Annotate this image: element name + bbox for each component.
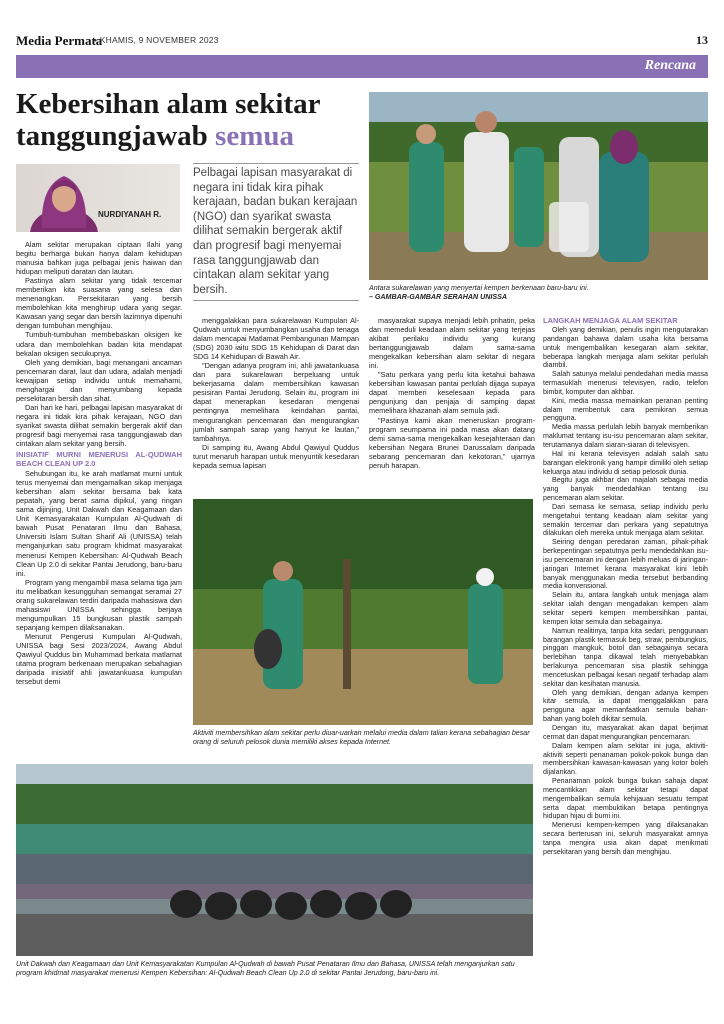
col4-para: Menerusi kempen-kempen yang dilaksanakan secara berterusan ini, seluruh masyarakat amnya tanpa mengira usia akan dapat menikmati persekitaran yang bersih dan menghijau.: [543, 821, 708, 856]
col1-para: Program yang mengambil masa selama tiga jam itu melibatkan kesungguhan semangat seramai 27 orang sukarelawan terdiri daripada mahasiswa dan mahasiswi UNISSA sehingga berjaya mengumpulkan 15 bungkusan plastik sampah sepanjang kempen dilaksanakan.: [16, 577, 182, 632]
headline-main: Kebersihan alam sekitar tanggungjawab: [16, 88, 320, 152]
col1-para: Alam sekitar merupakan ciptaan Ilahi yang begitu berharga bukan hanya dalam kehidupan manusia bahkan juga pelbagai jenis haiwan dan hidupan meliputi daratan dan lautan.: [16, 240, 182, 277]
col4-subhead: LANGKAH MENJAGA ALAM SEKITAR: [543, 316, 678, 325]
author-portrait-illustration: [16, 164, 180, 232]
col1-para: Oleh yang demikian, bagi menangani ancaman pencemaran darat, laut dan udara, adalah menjadi kewajipan setiap individu untuk memahami, menghargai dan menyumbang kepada persekitaran bersih dan sihat.: [16, 357, 182, 403]
page-number: 13: [696, 33, 708, 47]
col4-para: Media massa perlulah lebih banyak memberikan maklumat tentang isu-isu pencemaran alam sekitar, terutamanya dalam siaran-siaran di televisyen.: [543, 423, 708, 449]
headline-accent: semua: [215, 120, 294, 152]
article-column-3: [369, 316, 535, 470]
col2-para: Di samping itu, Awang Abdul Qawiyul Quddus turut menaruh harapan untuk menyuntik kesedaran kepada semua lapisan: [193, 442, 359, 470]
article-column-2: [193, 316, 359, 470]
caption-credit: – GAMBAR-GAMBAR SERAHAN UNISSA: [369, 293, 507, 301]
col4-para: Oleh yang demikian, penulis ingin mengutarakan pandangan bahawa dalam usaha kita bersama untuk mengembalikan kesegaran alam sekitar, beberapa langkah menjaga alam sekitar perlulah diambil.: [543, 326, 708, 370]
col1-para: Tumbuh-tumbuhan membebaskan oksigen ke udara dan membolehkan badan kita mendapat bekalan oksigen secukupnya.: [16, 330, 182, 358]
col3-para: "Satu perkara yang perlu kita ketahui bahawa kebersihan kawasan pantai perlulah dijaga supaya dapat memberi keselesaan kepada para pengunjung dan penjaja di samping dapat memelihara khazanah alam semula jadi.: [369, 370, 535, 416]
article-headline: [16, 88, 362, 152]
article-column-4: [543, 314, 708, 857]
col3-para: "Pastinya kami akan meneruskan program-program seumpama ini pada masa akan datang demi sama-sama mengekalkan kesejahteraan dan kebersihan Negara Brunei Darussalam daripada sebarang pencemaran dan kekotoran," ujarnya penuh harapan.: [369, 415, 535, 470]
top-photo-caption: [369, 284, 708, 302]
issue-date: • KHAMIS, 9 NOVEMBER 2023: [94, 35, 219, 45]
col4-para: Namun realitinya, tanpa kita sedari, penggunaan barangan plastik termasuk beg, straw, pembungkus, pinggan mangkuk, botol dan sebagainya secara berlebihan tanpa dikawal telah menyebabkan berlakunya pencemaran sisa plastik sehingga mencetuskan pelbagai kesan negatif terhadap alam sekitar dan kesihatan manusia.: [543, 626, 708, 688]
col1-para: Pastinya alam sekitar yang tidak tercemar memberikan kita suasana yang selesa dan menenangkan. Persekitaran yang bersih membolehkan kita menghirup udara yang segar. Kawasan yang segar dan bersih lazimnya dipenuhi dengan tumbuhan menghijau.: [16, 276, 182, 331]
col4-para: Selain itu, antara langkah untuk menjaga alam sekitar ialah dengan mengadakan kempen alam sekitar seperti kempen membersihkan pantai, kempen kitar semula dan sebagainya.: [543, 591, 708, 626]
author-name: NURDIYANAH R.: [98, 210, 162, 219]
col1-para: Dari hari ke hari, pelbagai lapisan masyarakat di negara ini tidak kira pihak kerajaan, NGO dan syarikat swasta dilihat semakin bergerak aktif dan progresif bagi menyemai rasa tanggungjawab dan cintakan alam sekitar yang bersih.: [16, 402, 182, 449]
section-label: Rencana: [644, 58, 696, 73]
col4-para: Salah satunya melalui pendedahan media massa termasuklah menerusi televisyen, radio, telefon bimbit, komputer dan akhbar.: [543, 370, 708, 396]
col4-para: Dalam kempen alam sekitar ini juga, aktiviti-aktiviti seperti penanaman pokok-pokok bunga dan membersihkan kawasan-kawasan yang kotor boleh dijalankan.: [543, 741, 708, 777]
pullquote-rule-top: [193, 163, 359, 164]
newspaper-name: Media Permata: [16, 33, 103, 48]
volunteers-photo: [369, 92, 708, 280]
cleanup-photo: [193, 499, 533, 725]
col4-para: Seiring dengan peredaran zaman, pihak-pihak berkepentingan sepatutnya perlu mendedahkan isu-isu pencemaran ini dengan lebih meluas di jaringan-jaringan Internet kerana masyarakat kini lebih banyak menggunakan media tersebut berbanding media konvensional.: [543, 538, 708, 591]
col4-para: Oleh yang demikian, dengan adanya kempen kitar semula, ia dapat menggalakkan para pengguna agar memanfaatkan semula bahan-bahan yang boleh dikitar semula.: [543, 688, 708, 724]
col4-para: Dengan itu, masyarakat akan dapat berjimat cermat dan dapat mengurangkan pencemaran.: [543, 723, 708, 741]
section-band: [16, 55, 708, 78]
col4-para: Dari semasa ke semasa, setiap individu perlu mengetahui tentang keadaan alam sekitar yang semakin tercemar dan perkara yang sepatutnya dilakukan oleh mereka untuk menjaga alam sekitar.: [543, 502, 708, 538]
caption-top-text: Antara sukarelawan yang menyertai kempen berkenaan baru-baru ini.: [369, 284, 589, 292]
group-photo: [16, 764, 533, 956]
col1-para: Menurut Pengerusi Kumpulan Al-Qudwah, UNISSA bagi Sesi 2023/2024, Awang Abdul Qawiyul Quddus bin Muhammad berkata matlamat utama program berkenaan merupakan sebahagian daripada inisiatif ahli jawatankuasa kumpulan tersebut demi: [16, 631, 182, 687]
col1-subhead: INISIATIF MURNI MENERUSI AL-QUDWAH BEACH CLEAN UP 2.0: [16, 450, 182, 469]
pull-quote: Pelbagai lapisan masyarakat di negara ini tidak kira pihak kerajaan, badan bukan kerajaan (NGO) dan syarikat swasta dilihat semakin bergerak aktif dan progresif bagi menyemai rasa tanggungjawab dan cintakan alam sekitar yang bersih.: [193, 167, 358, 296]
col1-para: Sehubungan itu, ke arah matlamat murni untuk terus menyemai dan mengamalkan sikap menjaga kebersihan alam sekitar bersama bak kata pepatah, yang berat sama dipikul, yang ringan sama dijinjing, Unit Dakwah dan Keagamaan dan Unit Kemasyarakatan Kumpulan Al-Qudwah di bawah Pusat Penataran Ilmu dan Bahasa, Universiti Islam Sultan Sharif Ali (UNISSA) telah menganjurkan satu program khidmat masyarakat menerusi Kempen Kebersihan: Al-Qudwah Beach Clean Up 2.0 di sekitar Pantai Jerudong, baru-baru ini.: [16, 469, 182, 578]
article-column-1: [16, 240, 182, 686]
col4-para: Penanaman pokok bunga bukan sahaja dapat mencantikkan alam sekitar tetapi dapat mengembalikan semula kehijauan sesuatu tempat serta dapat membuktikan betapa pentingnya hidupan hijau di bumi ini.: [543, 777, 708, 821]
mid-photo-caption: Aktiviti membersihkan alam sekitar perlu diuar-uarkan melalui media dalam talian kerana sebahagian besar orang di seluruh pelosok dunia memiliki akses kepada Internet.: [193, 729, 530, 746]
col4-para: Kini, media massa memainkan peranan penting dalam membentuk cara pemikiran semua pengguna.: [543, 396, 708, 423]
col3-para: masyarakat supaya menjadi lebih prihatin, peka dan memeduli keadaan alam sekitar yang terjejas akibat perilaku individu yang kurang bertanggungjawab dalam sama-sama mengekalkan kebersihan alam sekitar di negara ini.: [369, 316, 535, 371]
col2-para: "Dengan adanya program ini, ahli jawatankuasa dan para sukarelawan berpeluang untuk bekerjasama dalam membersihkan kawasan pesisiran Pantai Jerudong. Selain itu, program ini dapat menerapkan kesedaran mengenai pentingnya memelihara keindahan pantai, mengurangkan pencemaran dan mengurangkan jumlah sampah sarap yang hanyut ke lautan," tambahnya.: [193, 361, 359, 443]
col4-para: Hal ini kerana televisyen adalah salah satu barangan elektronik yang hampir dimiliki oleh setiap keluarga atau individu di setiap pelosok dunia.: [543, 449, 708, 476]
group-photo-caption: Unit Dakwah dan Keagamaan dan Unit Kemasyarakatan Kumpulan Al-Qudwah di bawah Pusat Penataran Ilmu dan Bahasa, UNISSA telah menganjurkan satu program khidmat masyarakat menerusi Kempen Kebersihan: Al-Qudwah Beach Clean Up 2.0 di sekitar Pantai Jerudong, baru-baru ini.: [16, 960, 515, 977]
col4-para: Begitu juga akhbar dan majalah sebagai media yang banyak mendedahkan tentang isu pencemaran alam sekitar.: [543, 476, 708, 503]
col2-para: menggalakkan para sukarelawan Kumpulan Al-Qudwah untuk menyumbangkan usaha dan tenaga dalam mencapai Matlamat Pembangunan Mampan (SDG) 2030 iaitu SDG 15 Kehidupan di Darat dan SDG 14 Kehidupan di Bawah Air.: [193, 316, 359, 362]
pullquote-rule-bottom: [193, 300, 359, 301]
author-photo: [16, 164, 180, 232]
